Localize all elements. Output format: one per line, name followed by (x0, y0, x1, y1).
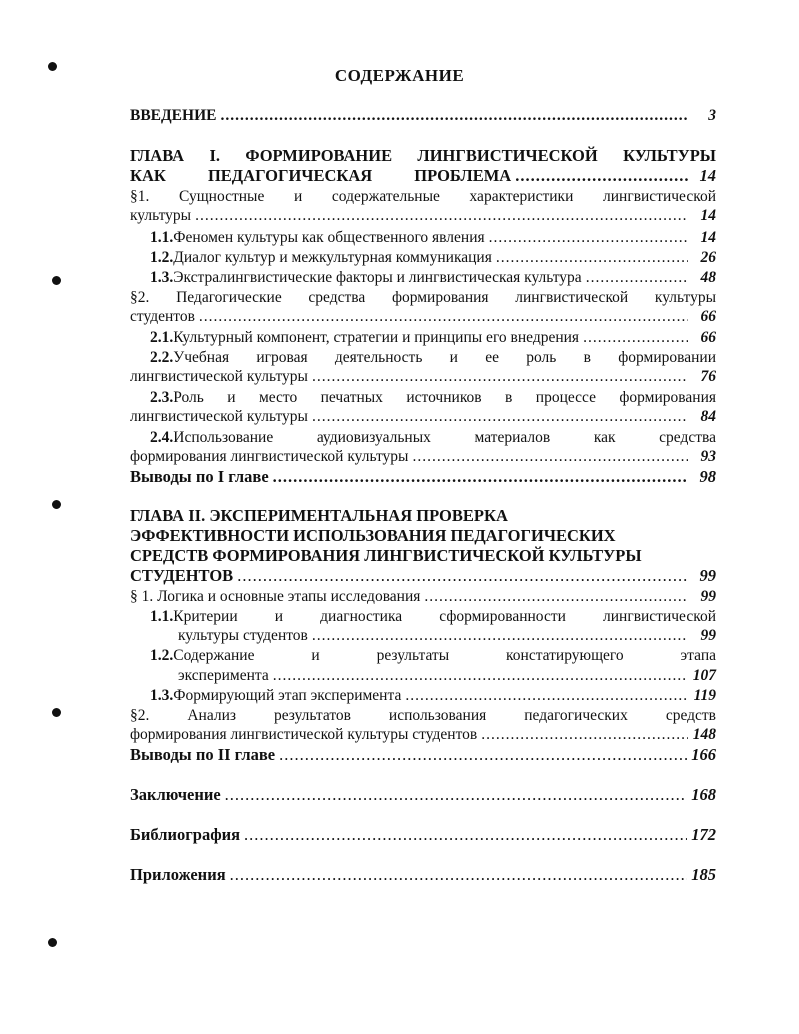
page-number: 66 (700, 329, 716, 346)
page-number: 99 (699, 566, 716, 585)
entry-label: студентов (130, 308, 195, 325)
entry-label: Заключение (130, 785, 221, 804)
entry-label: КАК ПЕДАГОГИЧЕСКАЯ ПРОБЛЕМА (130, 166, 512, 185)
dot-leader (312, 626, 688, 645)
entry-number: 1.3. (150, 687, 174, 704)
entry-label: Выводы по II главе (130, 745, 276, 764)
ch1-2-2-line1[interactable] (150, 348, 716, 367)
dot-leader (279, 745, 687, 764)
toc-entry-ch2-1-1[interactable] (178, 626, 716, 645)
dot-leader (273, 666, 688, 685)
page-number: 98 (699, 467, 716, 486)
toc-entry-chapter-2[interactable] (130, 566, 716, 585)
dot-leader (230, 865, 688, 884)
page-number: 185 (691, 865, 716, 884)
toc-entry-ch1-conclusions[interactable] (130, 467, 716, 486)
ch1-section-2-line1[interactable]: §2. Педагогические средства формирования лингвистической культуры (130, 289, 716, 306)
page-number: 107 (692, 667, 716, 684)
dot-leader (481, 725, 688, 744)
page-number: 172 (691, 825, 716, 844)
entry-number: 2.3. (150, 389, 174, 406)
page-number: 76 (700, 368, 716, 385)
entry-label: Критерии и диагностика сформированности лингвистической (173, 608, 716, 625)
chapter-2-title-line1[interactable] (130, 506, 716, 525)
dot-leader (489, 228, 688, 247)
entry-label: ВВЕДЕНИЕ (130, 107, 217, 124)
toc-entry-ch1-2-4[interactable] (130, 447, 716, 466)
entry-number: 1.3. (150, 269, 174, 286)
dot-leader (195, 206, 688, 225)
entry-label: Библиография (130, 825, 241, 844)
entry-label: СТУДЕНТОВ (130, 566, 234, 585)
ch2-1-2-line1[interactable] (150, 646, 716, 665)
entry-label: ЭФФЕКТИВНОСТИ ИСПОЛЬЗОВАНИЯ ПЕДАГОГИЧЕСКИХ (130, 526, 616, 545)
chapter-2-title-line3[interactable] (130, 546, 716, 565)
entry-label: Диалог культур и межкультурная коммуникация (173, 249, 492, 266)
entry-label: Выводы по I главе (130, 467, 269, 486)
toc-entry-chapter-1[interactable] (130, 166, 716, 185)
page-number: 166 (691, 745, 716, 764)
entry-number: 1.2. (150, 249, 174, 266)
punch-hole-mark (52, 276, 61, 285)
toc-entry-ch2-section-2[interactable] (130, 725, 716, 744)
punch-hole-mark (48, 938, 57, 947)
dot-leader (199, 307, 688, 326)
page-number: 168 (691, 785, 716, 804)
ch2-1-1-line1[interactable] (150, 607, 716, 626)
entry-number: 2.1. (150, 329, 174, 346)
ch1-2-4-line1[interactable] (150, 428, 716, 447)
dot-leader (312, 367, 688, 386)
dot-leader (220, 106, 688, 125)
dot-leader (405, 686, 688, 705)
entry-label: Роль и место печатных источников в процессе формирования (173, 389, 716, 406)
entry-number: 1.1. (150, 229, 174, 246)
dot-leader (225, 785, 688, 804)
dot-leader (412, 447, 688, 466)
dot-leader (583, 328, 688, 347)
toc-entry-ch1-1-3[interactable] (150, 268, 716, 287)
toc-entry-conclusion[interactable] (130, 785, 716, 804)
dot-leader (237, 566, 688, 585)
toc-entry-ch1-1-1[interactable] (150, 228, 716, 247)
toc-entry-ch2-1-2[interactable] (178, 666, 716, 685)
ch1-section-1-line1[interactable]: §1. Сущностные и содержательные характеристики лингвистической (130, 188, 716, 205)
page-number: 84 (700, 408, 716, 425)
toc-entry-ch1-2-1[interactable] (150, 328, 716, 347)
entry-label: Содержание и результаты констатирующего этапа (173, 647, 716, 664)
entry-label: лингвистической культуры (130, 368, 308, 385)
entry-label: лингвистической культуры (130, 408, 308, 425)
entry-label: формирования лингвистической культуры студентов (130, 726, 478, 743)
toc-entry-ch1-1-2[interactable] (150, 248, 716, 267)
toc-entry-ch1-2-3[interactable] (130, 407, 716, 426)
chapter-2-title-line2[interactable] (130, 526, 716, 545)
dot-leader (244, 825, 687, 844)
entry-label: Феномен культуры как общественного явления (173, 229, 485, 246)
dot-leader (515, 166, 688, 185)
page-number: 14 (700, 207, 716, 224)
dot-leader (586, 268, 688, 287)
page-number: 26 (700, 249, 716, 266)
toc-entry-introduction[interactable] (130, 106, 716, 125)
dot-leader (273, 467, 688, 486)
entry-number: 2.2. (150, 349, 174, 366)
toc-entry-ch2-conclusions[interactable] (130, 745, 716, 764)
punch-hole-mark (52, 708, 61, 717)
page-number: 99 (700, 588, 716, 605)
page-number: 93 (700, 448, 716, 465)
page-title: СОДЕРЖАНИЕ (334, 66, 465, 85)
dot-leader (424, 587, 688, 606)
entry-label: формирования лингвистической культуры (130, 448, 409, 465)
toc-entry-ch1-section-1[interactable] (130, 206, 716, 225)
entry-label: Использование аудиовизуальных материалов как средства (173, 429, 716, 446)
entry-label: культуры (130, 207, 192, 224)
entry-label: культуры студентов (178, 627, 308, 644)
entry-label: Приложения (130, 865, 226, 884)
page-number: 3 (708, 107, 716, 124)
page-number: 99 (700, 627, 716, 644)
entry-number: 2.4. (150, 429, 174, 446)
dot-leader (312, 407, 688, 426)
entry-label: § 1. Логика и основные этапы исследования (130, 588, 421, 605)
toc-entry-ch1-section-2[interactable] (130, 307, 716, 326)
toc-entry-appendices[interactable] (130, 865, 716, 884)
toc-entry-ch2-1-3[interactable] (150, 686, 716, 705)
toc-entry-ch2-section-1[interactable] (130, 587, 716, 606)
page-number: 48 (700, 269, 716, 286)
toc-entry-ch1-2-2[interactable] (130, 367, 716, 386)
entry-label: СРЕДСТВ ФОРМИРОВАНИЯ ЛИНГВИСТИЧЕСКОЙ КУЛЬТУРЫ (130, 546, 642, 565)
entry-label: Формирующий этап эксперимента (173, 687, 402, 704)
punch-hole-mark (52, 500, 61, 509)
entry-label: Учебная игровая деятельность и ее роль в формировании (173, 349, 716, 366)
page-number: 66 (700, 308, 716, 325)
ch1-2-3-line1[interactable] (150, 388, 716, 407)
entry-number: 1.1. (150, 608, 174, 625)
entry-label: Экстралингвистические факторы и лингвистическая культура (173, 269, 582, 286)
entry-number: 1.2. (150, 647, 174, 664)
entry-label: эксперимента (178, 667, 269, 684)
page-number: 119 (693, 687, 716, 704)
entry-label: ГЛАВА II. ЭКСПЕРИМЕНТАЛЬНАЯ ПРОВЕРКА (130, 506, 508, 525)
toc-entry-bibliography[interactable] (130, 825, 716, 844)
page-number: 14 (700, 229, 716, 246)
entry-label: Культурный компонент, стратегии и принципы его внедрения (173, 329, 580, 346)
page-number: 14 (699, 166, 716, 185)
chapter-1-title-line1[interactable]: ГЛАВА I. ФОРМИРОВАНИЕ ЛИНГВИСТИЧЕСКОЙ КУЛЬТУРЫ (130, 146, 716, 165)
page-number: 148 (692, 726, 716, 743)
dot-leader (496, 248, 688, 267)
ch2-section-2-line1[interactable]: §2. Анализ результатов использования педагогических средств (130, 707, 716, 724)
